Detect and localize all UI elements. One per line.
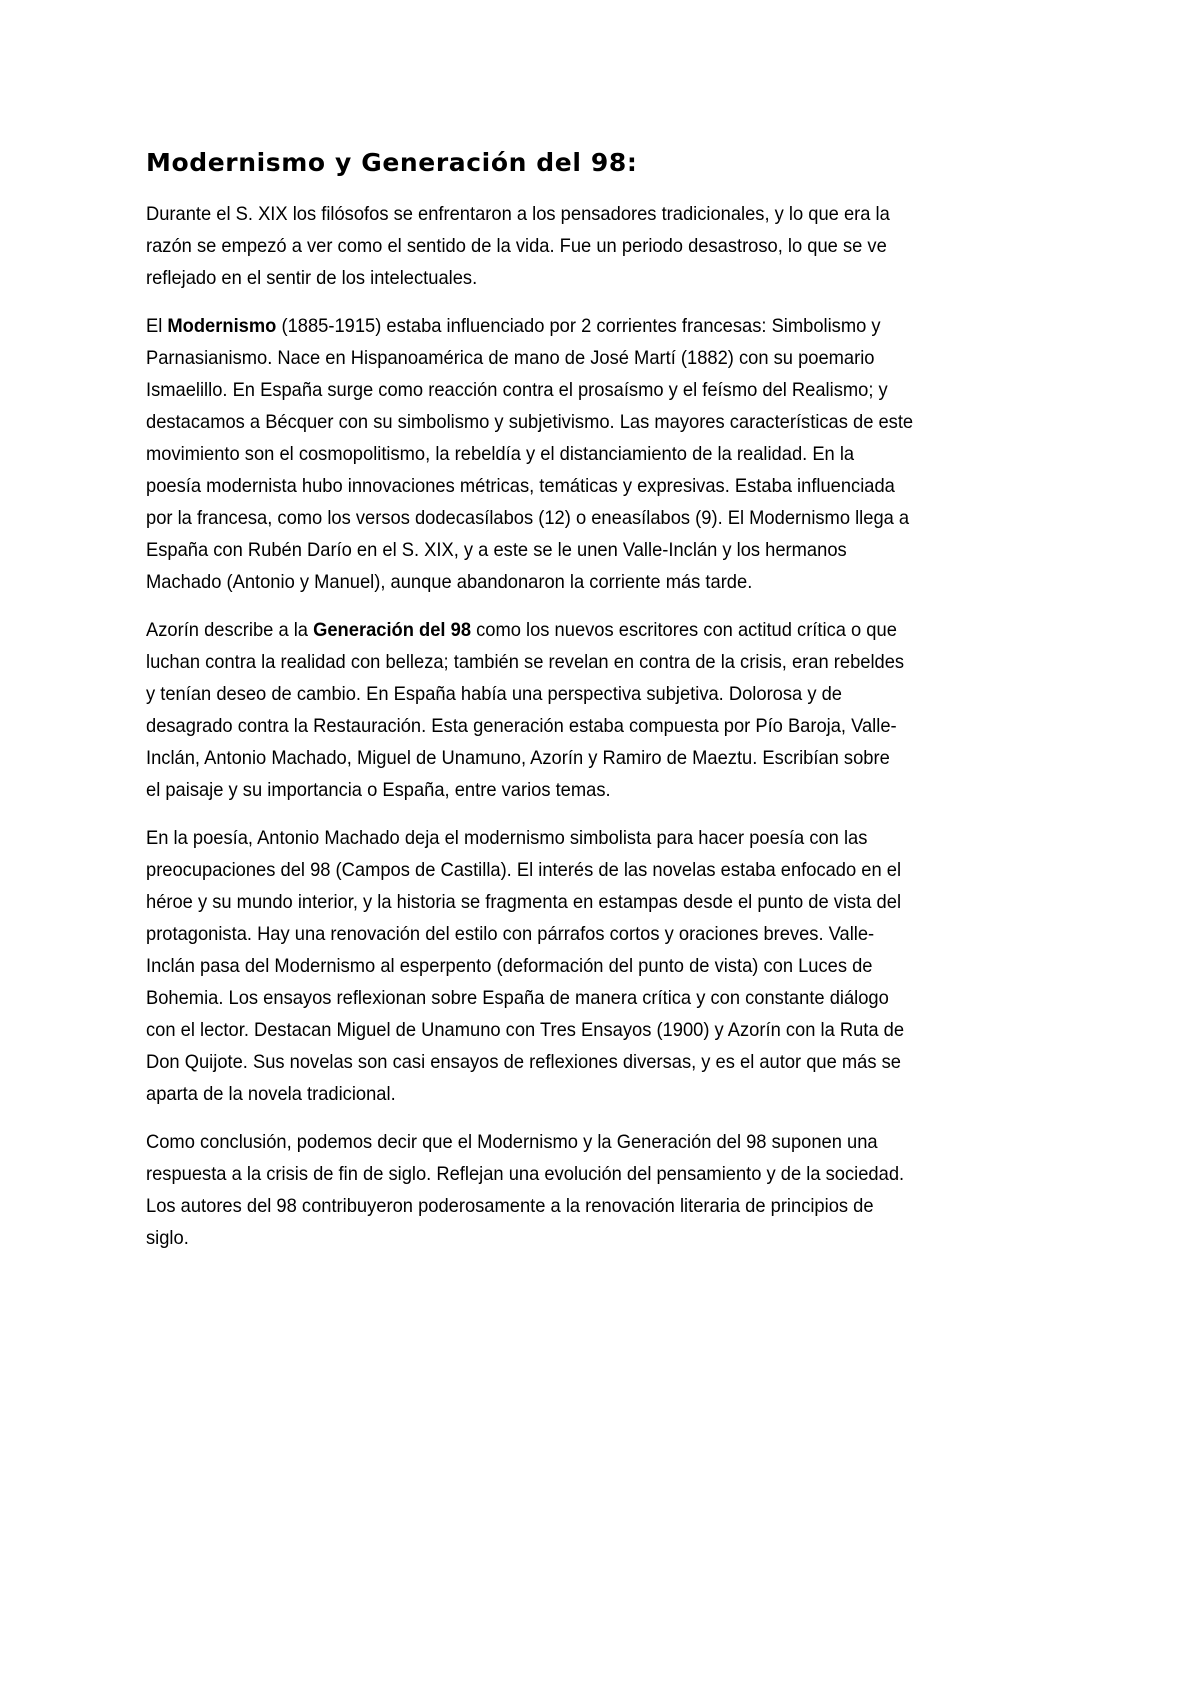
paragraph-poesia bbox=[146, 822, 1076, 1110]
text-span: Ismaelillo. En España surge como reacción contra el prosaísmo y el feísmo del Realismo; y bbox=[146, 379, 888, 401]
text-span: siglo. bbox=[146, 1227, 189, 1249]
text-span: luchan contra la realidad con belleza; también se revelan en contra de la crisis, eran rebeldes bbox=[146, 651, 905, 673]
text-span: aparta de la novela tradicional. bbox=[146, 1083, 396, 1105]
text-span: (1885-1915) estaba influenciado por 2 corrientes francesas: Simbolismo y bbox=[276, 315, 881, 337]
text-span: destacamos a Bécquer con su simbolismo y subjetivismo. Las mayores características de este bbox=[146, 411, 914, 433]
text-span: Bohemia. Los ensayos reflexionan sobre España de manera crítica y con constante diálogo bbox=[146, 987, 889, 1009]
text-line bbox=[146, 742, 1077, 774]
text-span: En la poesía, Antonio Machado deja el modernismo simbolista para hacer poesía con las bbox=[146, 827, 868, 849]
text-span: poesía modernista hubo innovaciones métricas, temáticas y expresivas. Estaba influenciada bbox=[146, 475, 895, 497]
text-line bbox=[146, 374, 1077, 406]
text-line bbox=[146, 438, 1077, 470]
text-span: Parnasianismo. Nace en Hispanoamérica de mano de José Martí (1882) con su poemario bbox=[146, 347, 875, 369]
text-span: Azorín describe a la bbox=[146, 619, 314, 641]
text-span: por la francesa, como los versos dodecasílabos (12) o eneasílabos (9). El Modernismo llega a bbox=[146, 507, 910, 529]
text-span: desagrado contra la Restauración. Esta generación estaba compuesta por Pío Baroja, Valle- bbox=[146, 715, 897, 737]
text-line bbox=[146, 198, 1077, 230]
document-title: Modernismo y Generación del 98: bbox=[146, 148, 638, 177]
text-line bbox=[146, 822, 1077, 854]
text-line bbox=[146, 854, 1077, 886]
document-body bbox=[146, 198, 1076, 1270]
text-span: preocupaciones del 98 (Campos de Castilla). El interés de las novelas estaba enfocado en el bbox=[146, 859, 902, 881]
text-line bbox=[146, 1078, 1077, 1110]
text-line bbox=[146, 774, 1077, 806]
text-span: Don Quijote. Sus novelas son casi ensayos de reflexiones diversas, y es el autor que más se bbox=[146, 1051, 901, 1073]
text-line bbox=[146, 1158, 1077, 1190]
text-span: protagonista. Hay una renovación del estilo con párrafos cortos y oraciones breves. Valle- bbox=[146, 923, 875, 945]
text-line bbox=[146, 1190, 1077, 1222]
text-line bbox=[146, 534, 1077, 566]
text-span: Durante el S. XIX los filósofos se enfrentaron a los pensadores tradicionales, y lo que era la bbox=[146, 203, 890, 225]
text-span: Como conclusión, podemos decir que el Modernismo y la Generación del 98 suponen una bbox=[146, 1131, 878, 1153]
text-span: Machado (Antonio y Manuel), aunque abandonaron la corriente más tarde. bbox=[146, 571, 753, 593]
text-line bbox=[146, 982, 1077, 1014]
text-line bbox=[146, 646, 1077, 678]
text-line bbox=[146, 1046, 1077, 1078]
text-span: héroe y su mundo interior, y la historia se fragmenta en estampas desde el punto de vista del bbox=[146, 891, 902, 913]
text-line bbox=[146, 310, 1077, 342]
text-line bbox=[146, 1222, 1077, 1254]
text-line bbox=[146, 470, 1077, 502]
paragraph-generacion-98 bbox=[146, 614, 1076, 806]
text-span: Inclán pasa del Modernismo al esperpento (deformación del punto de vista) con Luces de bbox=[146, 955, 873, 977]
text-line bbox=[146, 1126, 1077, 1158]
text-span: España con Rubén Darío en el S. XIX, y a este se le unen Valle-Inclán y los hermanos bbox=[146, 539, 847, 561]
bold-term-modernismo: Modernismo bbox=[167, 315, 277, 337]
text-span: Los autores del 98 contribuyeron poderosamente a la renovación literaria de principios de bbox=[146, 1195, 874, 1217]
text-span: el paisaje y su importancia o España, entre varios temas. bbox=[146, 779, 611, 801]
text-line bbox=[146, 342, 1077, 374]
bold-term-generacion-98: Generación del 98 bbox=[313, 619, 472, 641]
text-span: razón se empezó a ver como el sentido de la vida. Fue un periodo desastroso, lo que se ve bbox=[146, 235, 887, 257]
text-line bbox=[146, 566, 1077, 598]
text-line bbox=[146, 886, 1077, 918]
paragraph-modernismo bbox=[146, 310, 1076, 598]
text-span: con el lector. Destacan Miguel de Unamuno con Tres Ensayos (1900) y Azorín con la Ruta de bbox=[146, 1019, 905, 1041]
text-line bbox=[146, 1014, 1077, 1046]
text-line bbox=[146, 262, 1077, 294]
text-span: reflejado en el sentir de los intelectuales. bbox=[146, 267, 478, 289]
paragraph-intro bbox=[146, 198, 1076, 294]
text-span: y tenían deseo de cambio. En España había una perspectiva subjetiva. Dolorosa y de bbox=[146, 683, 842, 705]
text-line bbox=[146, 230, 1077, 262]
text-span: respuesta a la crisis de fin de siglo. Reflejan una evolución del pensamiento y de la sociedad. bbox=[146, 1163, 905, 1185]
text-line bbox=[146, 710, 1077, 742]
text-line bbox=[146, 678, 1077, 710]
text-line bbox=[146, 406, 1077, 438]
text-span: El bbox=[146, 315, 168, 337]
text-span: movimiento son el cosmopolitismo, la rebeldía y el distanciamiento de la realidad. En la bbox=[146, 443, 855, 465]
text-line bbox=[146, 918, 1077, 950]
text-line bbox=[146, 614, 1077, 646]
text-line bbox=[146, 950, 1077, 982]
text-span: Inclán, Antonio Machado, Miguel de Unamuno, Azorín y Ramiro de Maeztu. Escribían sobre bbox=[146, 747, 890, 769]
paragraph-conclusion bbox=[146, 1126, 1076, 1254]
text-line bbox=[146, 502, 1077, 534]
text-span: como los nuevos escritores con actitud crítica o que bbox=[471, 619, 897, 641]
